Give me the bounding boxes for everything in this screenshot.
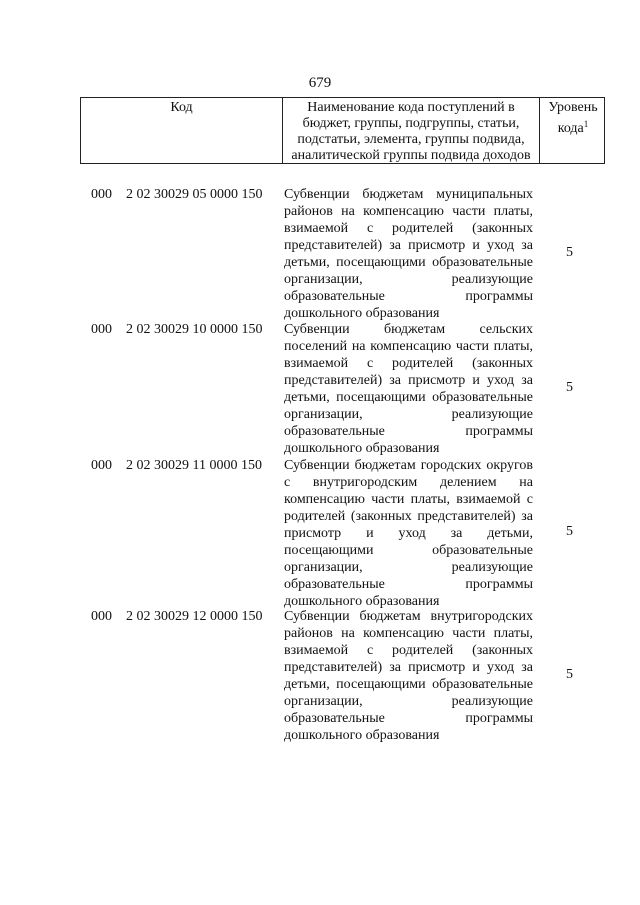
income-name: Субвенции бюджетам внутригородских районов на компенсацию части платы, взимаемой с родителей (законных представителей) за присмотр и уход за детьми, посещающими образовательные организации, реализующие образовательные программы дошкольного образования [284,609,533,743]
admin-code: 000 [91,609,112,624]
header-code: Код [170,100,193,115]
code-level: 5 [566,667,573,682]
code-level: 5 [566,524,573,539]
income-name: Субвенции бюджетам сельских поселений на компенсацию части платы, взимаемой с родителей (законных представителей) за присмотр и уход за детьми, посещающими образовательные организации, реализующие образовательные программы дошкольного образования [284,322,533,456]
income-code: 2 02 30029 05 0000 150 [126,187,263,202]
page-number: 679 [308,75,332,91]
code-level: 5 [566,380,573,395]
income-code: 2 02 30029 11 0000 150 [126,458,262,473]
table-header [80,97,605,164]
admin-code: 000 [91,458,112,473]
header-level-label: Уровень код [548,100,598,136]
income-code: 2 02 30029 12 0000 150 [126,609,263,624]
footnote-marker: 1 [583,119,589,129]
income-code: 2 02 30029 10 0000 150 [126,322,263,337]
code-level: 5 [566,245,573,260]
admin-code: 000 [91,322,112,337]
admin-code: 000 [91,187,112,202]
income-name: Субвенции бюджетам городских округов с внутригородским делением на компенсацию части платы, взимаемой с родителей (законных представителей) за присмотр и уход за детьми, посещающими образовательные организации, реализующие образовательные программы дошкольного образования [284,458,533,609]
header-level-label-tail: а [577,121,584,136]
header-level [540,100,606,137]
header-name: Наименование кода поступлений в бюджет, группы, подгруппы, статьи, подстатьи, элемента, группы подвида, аналитической группы подвида доходов [291,100,531,163]
income-name: Субвенции бюджетам муниципальных районов на компенсацию части платы, взимаемой с родителей (законных представителей) за присмотр и уход за детьми, посещающими образовательные организации, реализующие образовательные программы дошкольного образования [284,187,533,321]
